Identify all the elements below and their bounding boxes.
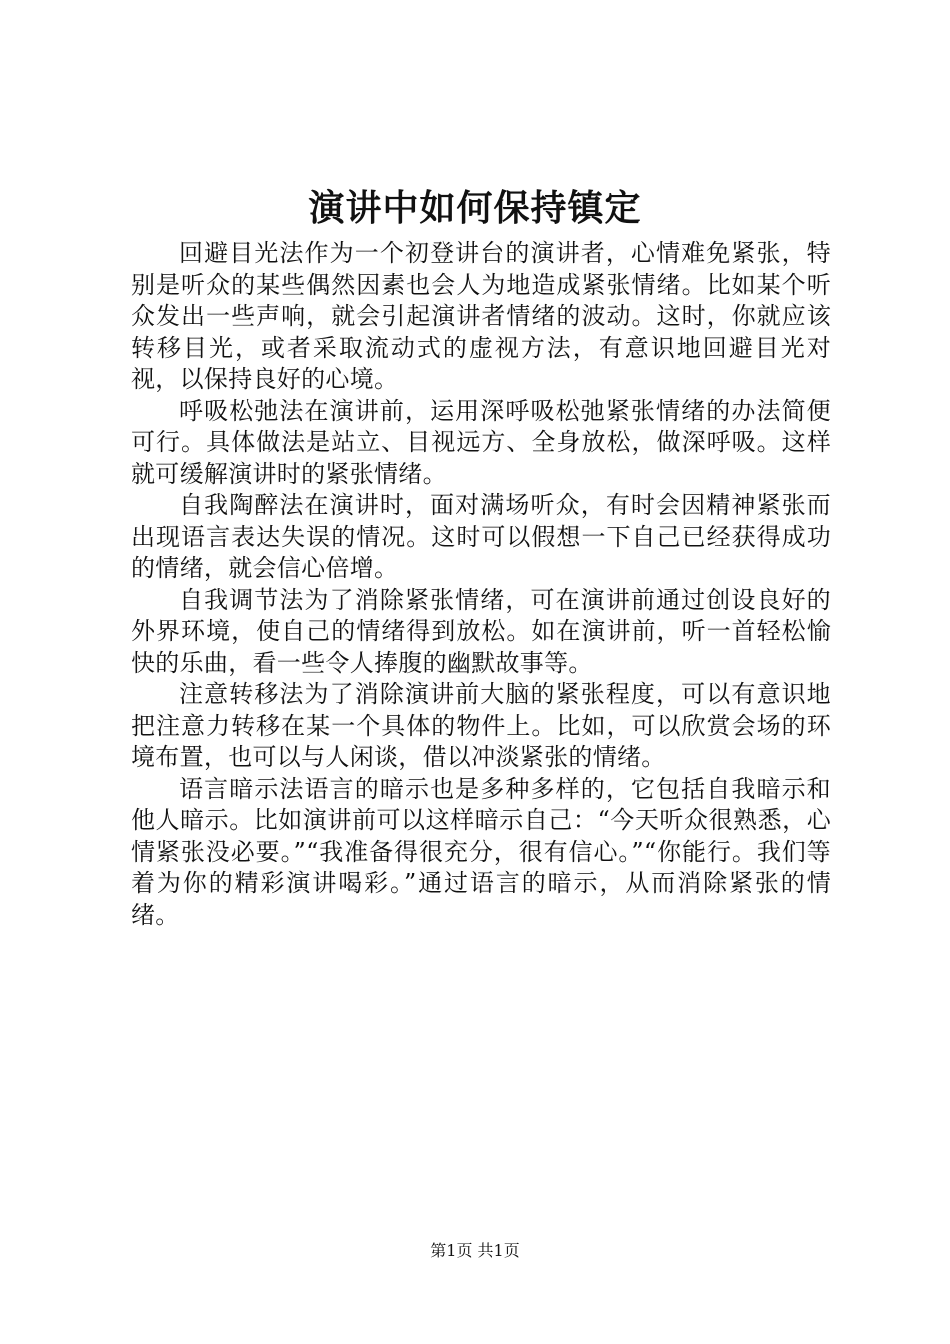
paragraph-self-intoxication: 自我陶醉法在演讲时，面对满场听众，有时会因精神紧张而出现语言表达失误的情况。这时可以假想一下自己已经获得成功的情绪，就会信心倍增。 — [131, 491, 831, 582]
paragraph-attention-shift: 注意转移法为了消除演讲前大脑的紧张程度，可以有意识地把注意力转移在某一个具体的物件上。比如，可以欣赏会场的环境布置，也可以与人闲谈，借以冲淡紧张的情绪。 — [131, 680, 831, 771]
document-body — [131, 238, 831, 931]
paragraph-eye-avoidance: 回避目光法作为一个初登讲台的演讲者，心情难免紧张，特别是听众的某些偶然因素也会人为地造成紧张情绪。比如某个听众发出一些声响，就会引起演讲者情绪的波动。这时，你就应该转移目光，或者采取流动式的虚视方法，有意识地回避目光对视，以保持良好的心境。 — [131, 239, 831, 393]
paragraph-verbal-suggestion: 语言暗示法语言的暗示也是多种多样的，它包括自我暗示和他人暗示。比如演讲前可以这样暗示自己：“今天听众很熟悉，心情紧张没必要。”“我准备得很充分，很有信心。”“你能行。我们等着为你的精彩演讲喝彩。”通过语言的暗示，从而消除紧张的情绪。 — [131, 774, 831, 929]
paragraph-self-regulation: 自我调节法为了消除紧张情绪，可在演讲前通过创设良好的外界环境，使自己的情绪得到放松。如在演讲前，听一首轻松愉快的乐曲，看一些令人捧腹的幽默故事等。 — [131, 585, 831, 677]
paragraph-breathing: 呼吸松弛法在演讲前，运用深呼吸松弛紧张情绪的办法简便可行。具体做法是站立、目视远方、全身放松，做深呼吸。这样就可缓解演讲时的紧张情绪。 — [131, 396, 831, 488]
page-number-footer: 第1页 共1页 — [430, 1241, 520, 1260]
document-title: 演讲中如何保持镇定 — [308, 187, 642, 229]
